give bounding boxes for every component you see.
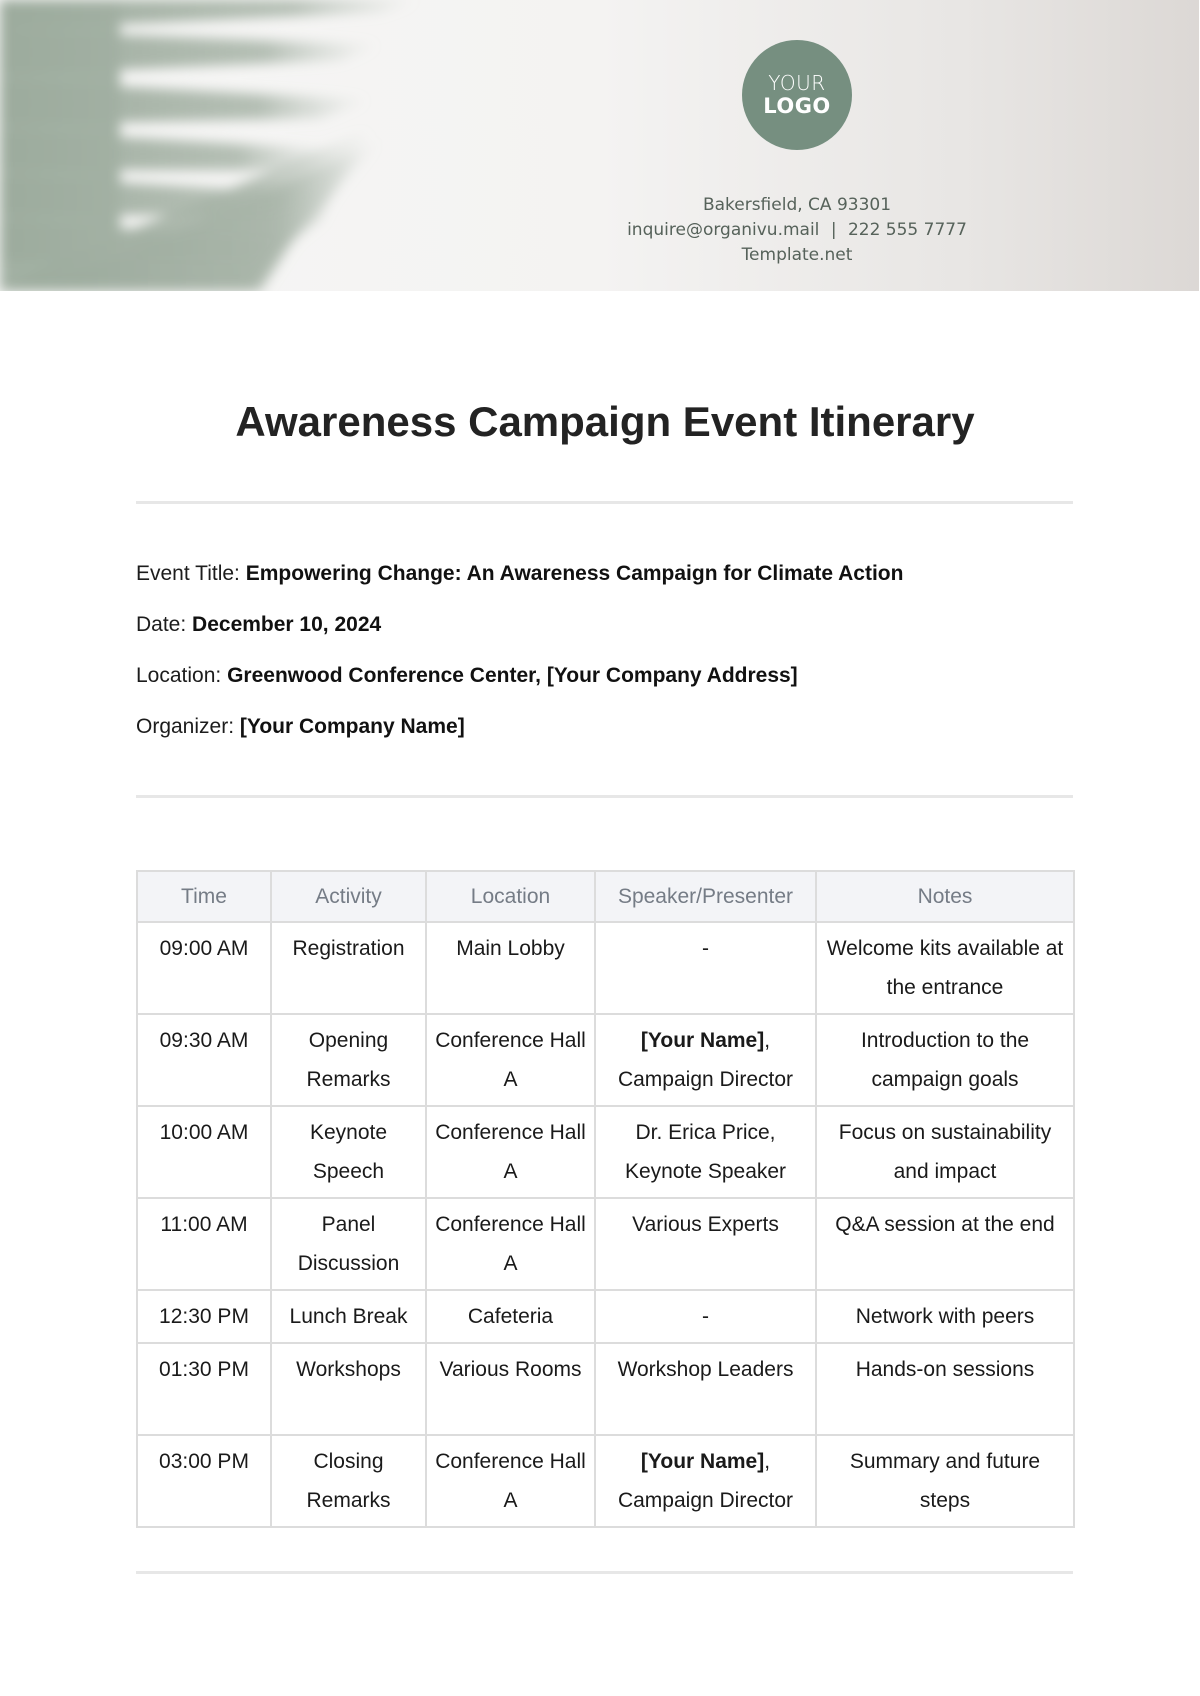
cell-notes: Summary and future steps: [816, 1435, 1074, 1527]
cell-time: 10:00 AM: [137, 1106, 271, 1198]
cell-time: 03:00 PM: [137, 1435, 271, 1527]
cell-notes: Focus on sustainability and impact: [816, 1106, 1074, 1198]
cell-activity: Closing Remarks: [271, 1435, 426, 1527]
contact-block: [560, 193, 1034, 268]
table-row: [137, 1106, 1074, 1198]
cell-speaker: [595, 1014, 816, 1106]
cell-time: 11:00 AM: [137, 1198, 271, 1290]
divider-bottom: [136, 1571, 1073, 1574]
speaker-text: Workshop Leaders: [617, 1358, 794, 1381]
cell-location: Cafeteria: [426, 1290, 595, 1343]
cell-activity: Keynote Speech: [271, 1106, 426, 1198]
date-value: December 10, 2024: [192, 613, 382, 636]
location-value: Greenwood Conference Center, [Your Company Address]: [227, 664, 798, 687]
cell-activity: Workshops: [271, 1343, 426, 1435]
cell-notes: Network with peers: [816, 1290, 1074, 1343]
cell-speaker: [595, 922, 816, 1014]
info-event-title: [136, 562, 903, 586]
email-phone-line: [560, 218, 1034, 243]
table-row: [137, 1198, 1074, 1290]
letterhead: [0, 0, 1200, 291]
cell-location: Conference Hall A: [426, 1014, 595, 1106]
table-row: [137, 1014, 1074, 1106]
cell-time: 09:00 AM: [137, 922, 271, 1014]
column-header-speaker: Speaker/Presenter: [595, 871, 816, 922]
column-header-activity: Activity: [271, 871, 426, 922]
table-row: [137, 922, 1074, 1014]
organizer-value: [Your Company Name]: [239, 715, 465, 738]
cell-time: 12:30 PM: [137, 1290, 271, 1343]
page-title: Awareness Campaign Event Itinerary: [235, 398, 975, 445]
palm-leaf-shadow-icon: [0, 0, 460, 291]
itinerary-table: [136, 870, 1075, 1528]
speaker-text: Various Experts: [632, 1213, 779, 1236]
speaker-text: Dr. Erica Price, Keynote Speaker: [624, 1121, 787, 1183]
divider-middle: [136, 795, 1073, 798]
logo-text-logo: LOGO: [763, 94, 831, 118]
info-location: [136, 664, 798, 688]
cell-speaker: [595, 1343, 816, 1435]
organizer-label: Organizer:: [136, 715, 235, 738]
address: Bakersfield, CA 93301: [702, 195, 892, 215]
cell-location: Conference Hall A: [426, 1435, 595, 1527]
column-header-time: Time: [137, 871, 271, 922]
cell-activity: Opening Remarks: [271, 1014, 426, 1106]
cell-notes: Q&A session at the end: [816, 1198, 1074, 1290]
event-title-label: Event Title:: [136, 562, 240, 585]
cell-speaker: [595, 1198, 816, 1290]
column-header-location: Location: [426, 871, 595, 922]
info-organizer: [136, 715, 465, 739]
cell-notes: Welcome kits available at the entrance: [816, 922, 1074, 1014]
cell-activity: Panel Discussion: [271, 1198, 426, 1290]
cell-location: Main Lobby: [426, 922, 595, 1014]
speaker-role: , Campaign Director: [617, 1029, 794, 1091]
speaker-name: [Your Name]: [640, 1029, 765, 1052]
speaker-text: -: [702, 1305, 709, 1328]
cell-time: 01:30 PM: [137, 1343, 271, 1435]
company-logo: [742, 40, 852, 150]
cell-speaker: [595, 1435, 816, 1527]
location-label: Location:: [136, 664, 222, 687]
table-row: [137, 1290, 1074, 1343]
email: inquire@organivu.mail: [627, 220, 820, 240]
cell-notes: Hands-on sessions: [816, 1343, 1074, 1435]
separator: |: [830, 220, 837, 240]
table-header-row: [137, 871, 1074, 922]
website: Template.net: [741, 245, 853, 265]
event-title-value: Empowering Change: An Awareness Campaign for Climate Action: [245, 562, 904, 585]
speaker-role: , Campaign Director: [617, 1450, 794, 1512]
logo-text-your: YOUR: [768, 71, 826, 95]
cell-location: Conference Hall A: [426, 1106, 595, 1198]
cell-time: 09:30 AM: [137, 1014, 271, 1106]
cell-speaker: [595, 1290, 816, 1343]
date-label: Date:: [136, 613, 187, 636]
cell-location: Various Rooms: [426, 1343, 595, 1435]
table-row: [137, 1343, 1074, 1435]
phone: 222 555 7777: [847, 220, 967, 240]
cell-activity: Registration: [271, 922, 426, 1014]
cell-notes: Introduction to the campaign goals: [816, 1014, 1074, 1106]
cell-location: Conference Hall A: [426, 1198, 595, 1290]
cell-speaker: [595, 1106, 816, 1198]
divider-top: [136, 501, 1073, 504]
column-header-notes: Notes: [816, 871, 1074, 922]
info-date: [136, 613, 381, 637]
speaker-text: -: [702, 937, 709, 960]
table-row: [137, 1435, 1074, 1527]
speaker-name: [Your Name]: [640, 1450, 765, 1473]
cell-activity: Lunch Break: [271, 1290, 426, 1343]
